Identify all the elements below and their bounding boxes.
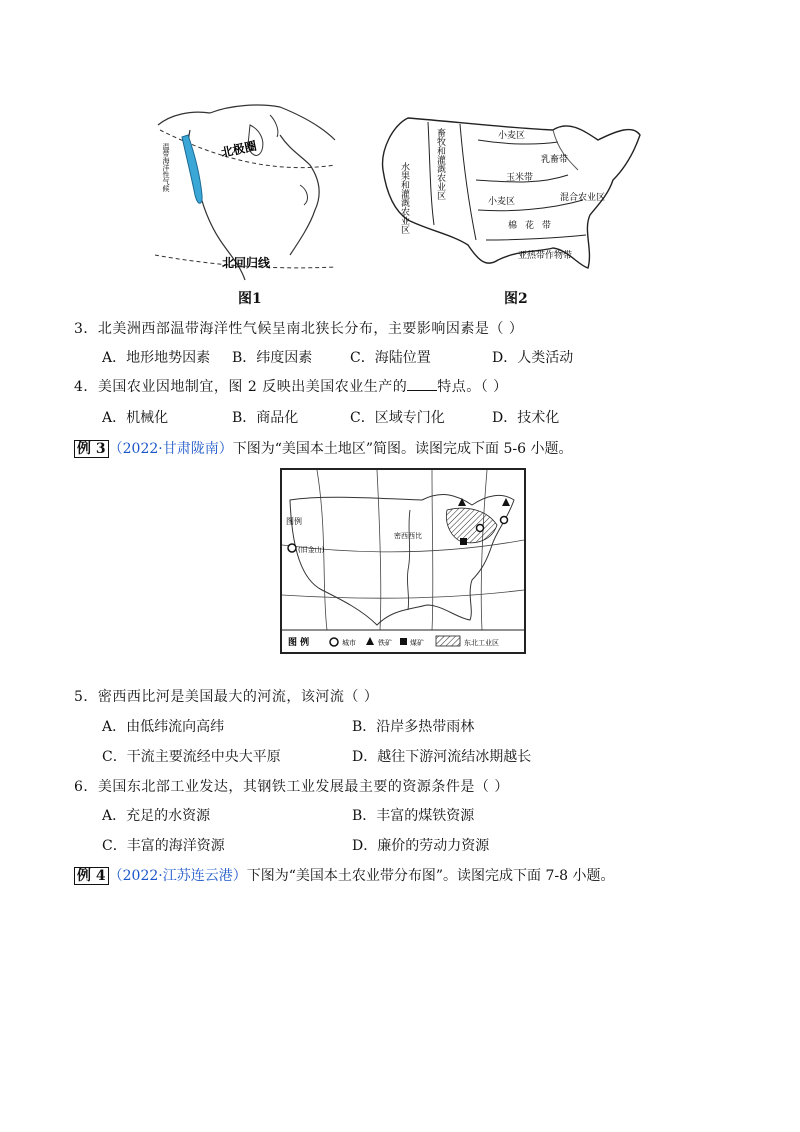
legend-iron-label: 铁矿: [378, 639, 392, 647]
question-4-stem-pre: 4．美国农业因地制宜，图 2 反映出美国农业生产的: [74, 379, 408, 395]
city-marker-east-2: [501, 517, 508, 524]
question-3-option-a[interactable]: A．地形地势因素: [102, 350, 211, 366]
question-4-option-a[interactable]: A．机械化: [102, 410, 169, 426]
question-3-option-d[interactable]: D．人类活动: [492, 350, 574, 366]
figure-2-map: [368, 100, 648, 285]
region-label: 密西西比: [394, 532, 422, 540]
fig2-fruit-label: 水果和灌溉农业区: [399, 162, 409, 234]
inset-title: 图例: [286, 517, 302, 526]
figure-1-caption: 图1: [238, 291, 262, 307]
question-5-stem: 5．密西西比河是美国最大的河流，该河流（ ）: [74, 689, 379, 705]
question-5-option-c[interactable]: C．干流主要流经中央大平原: [102, 749, 281, 765]
fig2-wheat-south-label: 小麦区: [488, 197, 516, 207]
fig2-mixed-label: 混合农业区: [560, 193, 606, 203]
legend-iron-symbol: [366, 637, 374, 645]
figure-1-map: [150, 95, 340, 285]
fig2-cotton-label: 棉花带: [508, 221, 560, 231]
legend-industry-label: 东北工业区: [464, 639, 499, 647]
fig2-subtropical-label: 亚热带作物带: [518, 251, 573, 261]
legend-city-symbol: [330, 638, 338, 646]
question-6-option-c[interactable]: C．丰富的海洋资源: [102, 838, 225, 854]
example-4-source[interactable]: （2022·江苏连云港）: [108, 868, 247, 884]
legend-industry-symbol: [436, 636, 460, 646]
example-3-source[interactable]: （2022·甘肃陇南）: [108, 441, 233, 457]
example-4-box: 例 4: [74, 867, 109, 885]
question-6-option-a[interactable]: A．充足的水资源: [102, 808, 211, 824]
city-marker-east-1: [477, 525, 484, 532]
example-4-text: 下图为“美国本土农业带分布图”。读图完成下面 7-8 小题。: [246, 868, 615, 884]
city-label: (旧金山): [298, 546, 325, 554]
question-5-option-b[interactable]: B．沿岸多热带雨林: [352, 719, 475, 735]
question-6-option-d[interactable]: D．廉价的劳动力资源: [352, 838, 490, 854]
question-6-option-b[interactable]: B．丰富的煤铁资源: [352, 808, 475, 824]
legend-title: 图 例: [288, 638, 310, 648]
figure-2-caption: 图2: [504, 291, 528, 307]
fig2-dairy-label: 乳畜带: [541, 155, 569, 165]
iron-marker-2: [458, 498, 466, 506]
question-4-stem: [74, 376, 508, 396]
example-4-header: [74, 865, 614, 885]
fig1-climate-label: 温带海洋性气候: [162, 143, 170, 192]
question-5-option-a[interactable]: A．由低纬流向高纬: [102, 719, 225, 735]
legend-coal-label: 煤矿: [410, 639, 424, 647]
question-3-option-b[interactable]: B．纬度因素: [232, 350, 313, 366]
iron-marker-1: [502, 498, 510, 506]
question-3-option-c[interactable]: C．海陆位置: [350, 350, 431, 366]
question-6-stem: 6．美国东北部工业发达，其钢铁工业发展最主要的资源条件是（ ）: [74, 779, 509, 795]
example-3-box: 例 3: [74, 440, 109, 458]
fig2-wheat-north-label: 小麦区: [498, 131, 526, 141]
example-3-text: 下图为“美国本土地区”简图。读图完成下面 5-6 小题。: [232, 441, 573, 457]
fig1-tropic-label: 北回归线: [222, 256, 271, 270]
fig2-ranching-label: 畜牧和灌溉农业区: [435, 128, 445, 200]
answer-blank: [407, 378, 437, 391]
us-map-figure: [280, 468, 526, 654]
legend-city-label: 城市: [342, 639, 356, 647]
question-4-option-b[interactable]: B．商品化: [232, 410, 299, 426]
question-4-option-d[interactable]: D．技术化: [492, 410, 560, 426]
coal-marker: [460, 538, 467, 545]
example-3-header: [74, 438, 572, 458]
question-4-option-c[interactable]: C．区域专门化: [350, 410, 445, 426]
fig2-corn-label: 玉米带: [506, 173, 534, 183]
question-4-stem-post: 特点。（ ）: [437, 379, 508, 395]
question-5-option-d[interactable]: D．越往下游河流结冰期越长: [352, 749, 532, 765]
city-marker-west: [288, 544, 296, 552]
fig1-arctic-label: 北极圈: [219, 138, 258, 160]
legend-coal-symbol: [400, 638, 407, 645]
question-3-stem: 3．北美洲西部温带海洋性气候呈南北狭长分布，主要影响因素是（ ）: [74, 321, 524, 337]
